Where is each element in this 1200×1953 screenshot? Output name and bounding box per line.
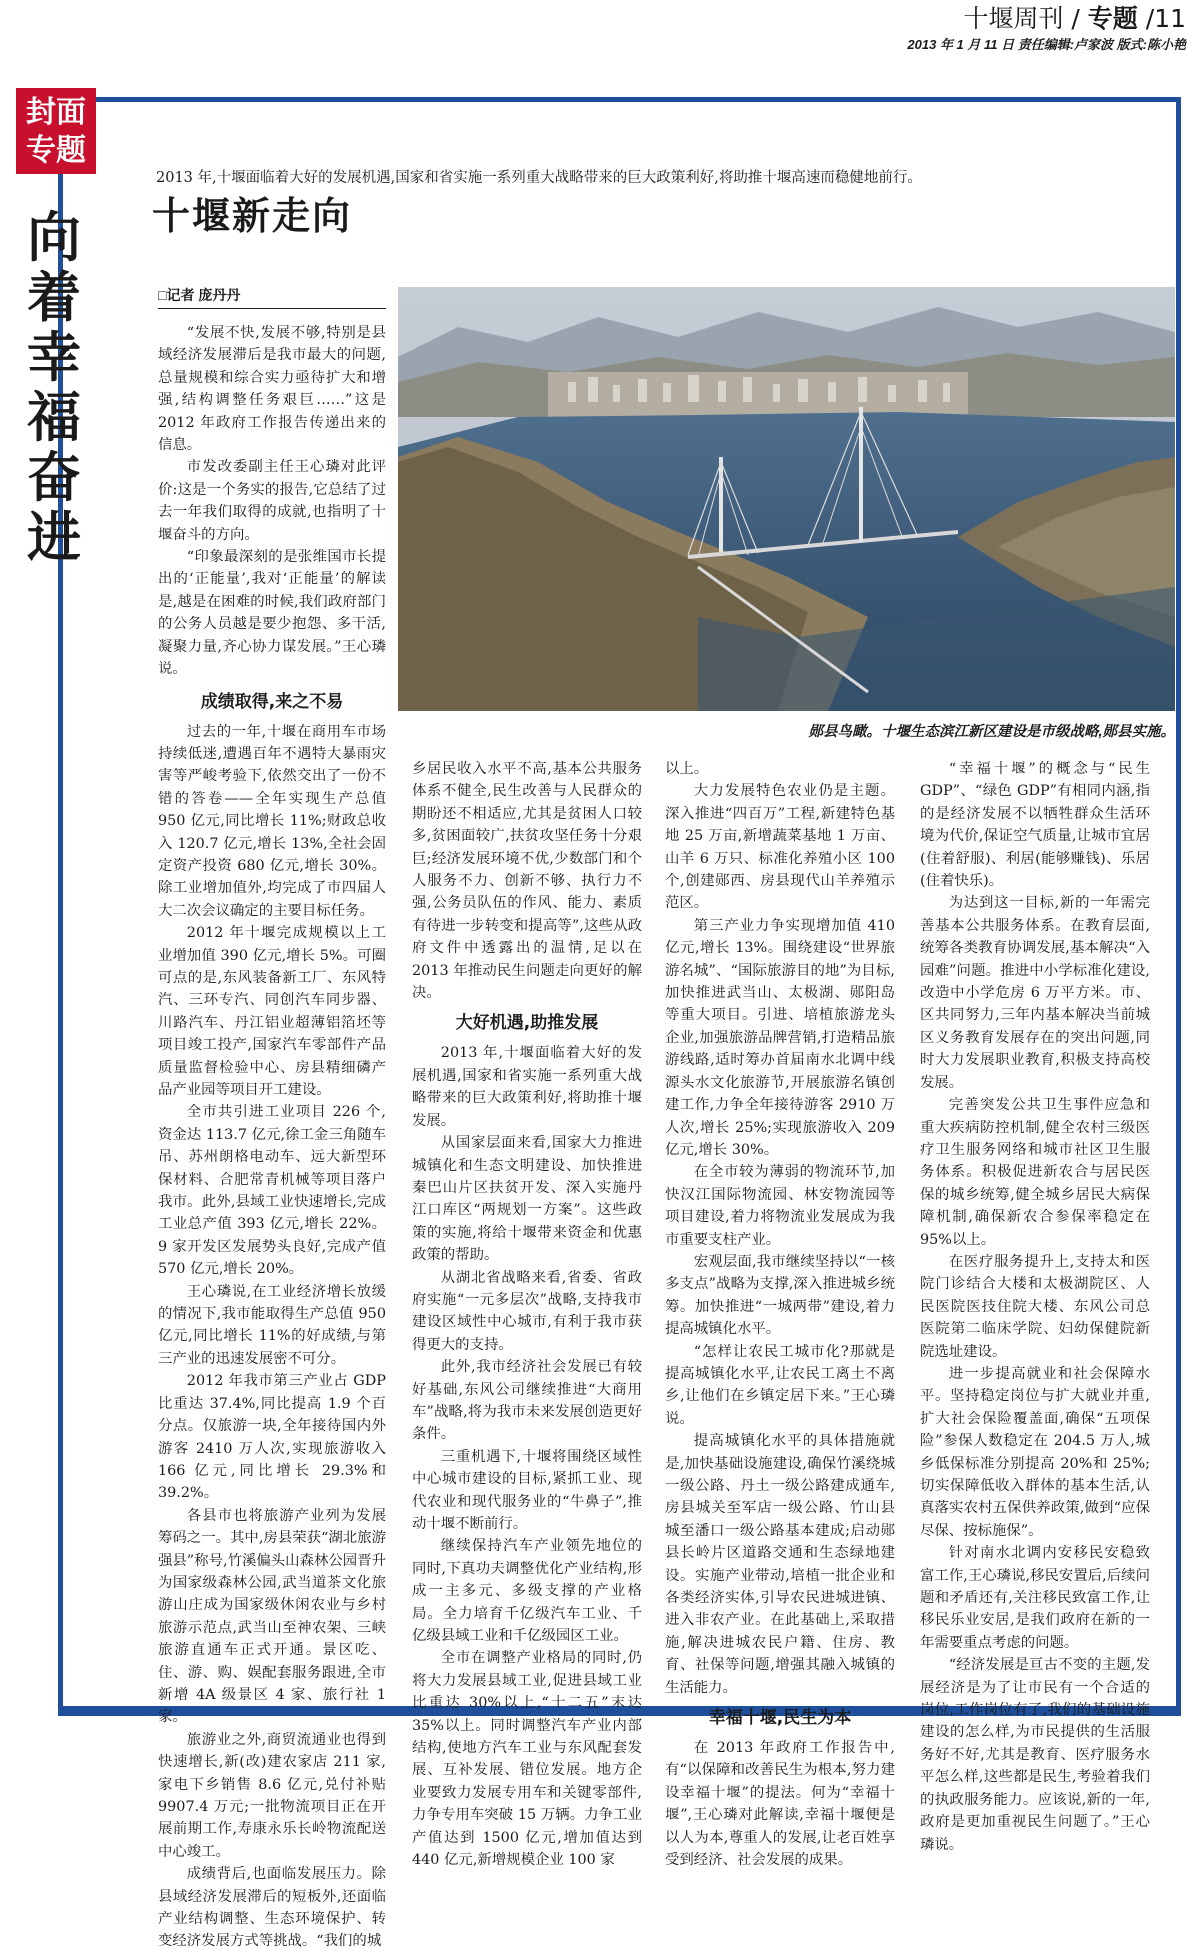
subheading-happiness: 幸福十堰,民生为本 xyxy=(708,1708,852,1729)
paragraph: 成绩背后,也面临发展压力。除县域经济发展滞后的短板外,还面临产业结构调整、生态环境保护、转变经济发展方式等挑战。“我们的城 xyxy=(158,1866,386,1950)
section-tag-line2: 专题 xyxy=(26,133,86,168)
paragraph: 2012 年我市第三产业占 GDP 比重达 37.4%,同比提高 1.9 个百分点。仅旅游一块,全年接待国内外游客 2410 万人次,实现旅游收入 166 亿元,同比增长 29.3%和 39.2%。 xyxy=(158,1373,386,1502)
aerial-photo xyxy=(398,287,1175,711)
page-header xyxy=(907,4,1186,53)
photo-caption: 郧县鸟瞰。十堰生态滨江新区建设是市级战略,郧县实施。 xyxy=(808,724,1175,740)
paragraph: “发展不快,发展不够,特别是县域经济发展滞后是我市最大的问题,总量规模和综合实力亟待扩大和增强,结构调整任务艰巨……”这是 2012 年政府工作报告传递出来的信息。 xyxy=(158,325,386,454)
subheading-opportunities: 大好机遇,助推发展 xyxy=(455,1013,599,1034)
paragraph: 继续保持汽车产业领先地位的同时,下真功夫调整优化产业结构,形成一主多元、多级支撑的产业格局。全力培育千亿级汽车工业、千亿级县域工业和千亿级园区工业。 xyxy=(412,1538,642,1645)
paragraph: 第三产业力争实现增加值 410 亿元,增长 13%。围绕建设“世界旅游名城”、“国际旅游目的地”为目标,加快推进武当山、太极湖、郧阳岛等重大项目。引进、培植旅游龙头企业,加强旅游品牌营销,打造精品旅游线路,适时筹办首届南水北调中线源头水文化旅游节,开展旅游名镇创建工作,力争全年接待游客 2910 万人次,增长 25%;实现旅游收入 209 亿元,增长 30%。 xyxy=(665,917,895,1158)
header-masthead: 十堰周刊 / 专题 /11 xyxy=(963,4,1186,33)
paragraph: 三重机遇下,十堰将围绕区域性中心城市建设的目标,紧抓工业、现代农业和现代服务业的“牛鼻子”,推动十堰不断前行。 xyxy=(412,1448,642,1532)
paragraph: 全市共引进工业项目 226 个,资金达 113.7 亿元,徐工金三角随车吊、苏州朗格电动车、远大新型环保材料、合肥常青机械等项目落户我市。此外,县域工业快速增长,完成工业总产值 393 亿元,增长 22%。9 家开发区发展势头良好,完成产值 570 亿元,增长 20%。 xyxy=(158,1104,386,1278)
paragraph: 进一步提高就业和社会保障水平。坚持稳定岗位与扩大就业并重,扩大社会保险覆盖面,确保“五项保险”参保人数稳定在 204.5 万人,城乡低保标准分别提高 20%和 25%;切实保障低收入群体的基本生活,认真落实农村五保供养政策,做到“应保尽保、按标施保”。 xyxy=(920,1365,1150,1539)
lede: 2013 年,十堰面临着大好的发展机遇,国家和省实施一系列重大战略带来的巨大政策利好,将助推十堰高速而稳健地前行。 xyxy=(156,170,922,186)
paragraph: “怎样让农民工城市化?那就是提高城镇化水平,让农民工离土不离乡,让他们在乡镇定居下来。”王心璘说。 xyxy=(665,1343,895,1427)
paragraph: “幸福十堰”的概念与“民生 GDP”、“绿色 GDP”有相同内涵,指的是经济发展不以牺牲群众生活环境为代价,保证空气质量,让城市宜居(住着舒服)、利居(能够赚钱)、乐居(住着快乐)。 xyxy=(920,761,1150,890)
article-column-3 xyxy=(665,758,895,1872)
header-page-number: /11 xyxy=(1145,4,1186,33)
paragraph: “印象最深刻的是张维国市长提出的‘正能量’,我对‘正能量’的解读是,越是在困难的时候,我们政府部门的公务人员越是要少抱怨、多干活,凝聚力量,齐心协力谋发展。”王心璘说。 xyxy=(158,549,386,678)
aerial-photo-illustration xyxy=(398,287,1175,711)
paragraph: 完善突发公共卫生事件应急和重大疾病防控机制,健全农村三级医疗卫生服务网络和城市社区卫生服务体系。积极促进新农合与居民医保的城乡统筹,健全城乡居民大病保障机制,确保新农合参保率稳定在 95%以上。 xyxy=(920,1097,1150,1248)
paragraph: 2013 年,十堰面临着大好的发展机遇,国家和省实施一系列重大战略带来的巨大政策利好,将助推十堰发展。 xyxy=(412,1045,642,1129)
section-tag xyxy=(16,88,96,174)
article-column-2 xyxy=(412,758,642,1872)
paragraph: 过去的一年,十堰在商用车市场持续低迷,遭遇百年不遇特大暴雨灾害等严峻考验下,依然交出了一份不错的答卷——全年实现生产总值 950 亿元,同比增长 11%;财政总收入 120.7 亿元,增长 13%,全社会固定资产投资 680 亿元,增长 30%。除工业增加值外,均完成了市四届人大二次会议确定的主要目标任务。 xyxy=(158,723,386,919)
paragraph: 在 2013 年政府工作报告中,有“以保障和改善民生为根本,努力建设幸福十堰”的提法。何为“幸福十堰”,王心璘对此解读,幸福十堰便是以人为本,尊重人的发展,让老百姓享受到经济、社会发展的成果。 xyxy=(665,1740,895,1869)
paragraph: 在全市较为薄弱的物流环节,加快汉江国际物流园、林安物流园等项目建设,着力将物流业发展成为我市重要支柱产业。 xyxy=(665,1164,895,1248)
paragraph: 大力发展特色农业仍是主题。深入推进“四百万”工程,新建特色基地 25 万亩,新增蔬菜基地 1 万亩、山羊 6 万只、标准化养殖小区 100 个,创建郧西、房县现代山羊养殖示范区。 xyxy=(665,783,895,912)
article-column-4 xyxy=(920,758,1150,1856)
paragraph: 市发改委副主任王心璘对此评价:这是一个务实的报告,它总结了过去一年我们取得的成就,也指明了十堰奋斗的方向。 xyxy=(158,459,386,543)
paragraph: 宏观层面,我市继续坚持以“一核多支点”战略为支撑,深入推进城乡统筹。加快推进“一城两带”建设,着力提高城镇化水平。 xyxy=(665,1253,895,1338)
paragraph: 王心璘说,在工业经济增长放缓的情况下,我市能取得生产总值 950 亿元,同比增长 11%的好成绩,与第三产业的迅速发展密不可分。 xyxy=(158,1283,386,1367)
section-tag-line1: 封面 xyxy=(26,95,86,130)
paragraph: 在医疗服务提升上,支持太和医院门诊结合大楼和太极湖院区、人民医院医技住院大楼、东风公司总医院第二临床学院、妇幼保健院新院选址建设。 xyxy=(920,1253,1150,1360)
paragraph: 为达到这一目标,新的一年需完善基本公共服务体系。在教育层面,统筹各类教育协调发展,基本解决“入园难”问题。推进中小学标准化建设,改造中小学危房 6 万平方米。市、区共同努力,三年内基本解决当前城区义务教育发展存在的突出问题,同时大力发展职业教育,积极支持高校发展。 xyxy=(920,895,1150,1091)
byline: □记者 庞丹丹 xyxy=(158,285,386,309)
paragraph: 此外,我市经济社会发展已有较好基础,东风公司继续推进“大商用车”战略,将为我市未来发展创造更好条件。 xyxy=(412,1359,642,1443)
paragraph: 从湖北省战略来看,省委、省政府实施“一元多层次”战略,支持我市建设区域性中心城市,有利于我市获得更大的支持。 xyxy=(412,1269,642,1353)
paragraph: 2012 年十堰完成规模以上工业增加值 390 亿元,增长 5%。可圈可点的是,东风装备新工厂、东风特汽、三环专汽、同创汽车同步器、川路汽车、丹江铝业超薄铝箔坯等项目竣工投产,国家汽车零部件产品质量监督检验中心、房县精细磷产品产业园等项目开工建设。 xyxy=(158,925,386,1098)
paragraph: 全市在调整产业格局的同时,仍将大力发展县域工业,促进县域工业比重达 30%以上,“十二五”末达 35%以上。同时调整汽车产业内部结构,使地方汽车工业与东风配套发展、互补发展、错位发展。地方企业要致力发展专用车和关键零部件,力争专用车突破 15 万辆。力争工业产值达到 1500 亿元,增加值达到 440 亿元,新增规模企业 100 家 xyxy=(412,1650,642,1869)
subheading-achievements: 成绩取得,来之不易 xyxy=(200,691,344,712)
paragraph: 各县市也将旅游产业列为发展筹码之一。其中,房县荣获“湖北旅游强县”称号,竹溪偏头山森林公园晋升为国家级森林公园,武当道茶文化旅游山庄成为国家级休闲农业与乡村旅游示范点,武当山至神农架、三峡旅游直通车正式开通。景区吃、住、游、购、娱配套服务跟进,全市新增 4A 级景区 4 家、旅行社 1 家。 xyxy=(158,1507,386,1726)
paragraph: 针对南水北调内安移民安稳致富工作,王心璘说,移民安置后,后续问题和矛盾还有,关注移民致富工作,让移民乐业安居,是我们政府在新的一年需要重点考虑的问题。 xyxy=(920,1545,1150,1651)
paragraph: 提高城镇化水平的具体措施就是,加快基础设施建设,确保竹溪绕城一级公路、丹土一级公路建成通车,房县城关至军店一级公路、竹山县城至潘口一级公路基本建成;启动郧县长岭片区道路交通和生态绿地建设。实施产业带动,培植一批企业和各类经济实体,引导农民进城进镇、进入非农产业。在此基础上,采取措施,解决进城农民户籍、住房、教育、社保等问题,增强其融入城镇的生活能力。 xyxy=(665,1433,895,1696)
paragraph: 以上。 xyxy=(665,761,709,777)
header-section: 专题 xyxy=(1087,4,1138,33)
main-title: 十堰新走向 xyxy=(152,193,353,238)
vertical-title: 向着幸福奋进 xyxy=(27,206,81,569)
article-column-1 xyxy=(158,322,386,1953)
header-paper-name: 十堰周刊 xyxy=(963,4,1064,33)
paragraph: 旅游业之外,商贸流通业也得到快速增长,新(改)建农家店 211 家,家电下乡销售 8.6 亿元,兑付补贴 9907.4 万元;一批物流项目正在开展前期工作,寿康永乐长岭物流配送中心竣工。 xyxy=(158,1731,386,1860)
paragraph: 从国家层面来看,国家大力推进城镇化和生态文明建设、加快推进秦巴山片区扶贫开发、深入实施丹江口库区“两规划一方案”。这些政策的实施,将给十堰带来资金和优惠政策的帮助。 xyxy=(412,1135,642,1264)
paragraph: “经济发展是亘古不变的主题,发展经济是为了让市民有一个合适的岗位,工作岗位有了,我们的基础设施建设的怎么样,为市民提供的生活服务好不好,尤其是教育、医疗服务水平怎么样,这些都是民生,考验着我们的执政服务能力。应该说,新的一年,政府是更加重视民生问题了。”王心璘说。 xyxy=(920,1657,1150,1853)
header-date-editors: 2013 年 1 月 11 日 责任编辑:卢家波 版式:陈小艳 xyxy=(907,37,1186,52)
paragraph: 乡居民收入水平不高,基本公共服务体系不健全,民生改善与人民群众的期盼还不相适应,尤其是贫困人口较多,贫困面较广,扶贫攻坚任务十分艰巨;经济发展环境不优,少数部门和个人服务不力、创新不够、执行力不强,公务员队伍的作风、能力、素质有待进一步转变和提高等”,这些从政府文件中透露出的温情,足以在 2013 年推动民生问题走向更好的解决。 xyxy=(412,761,642,1002)
